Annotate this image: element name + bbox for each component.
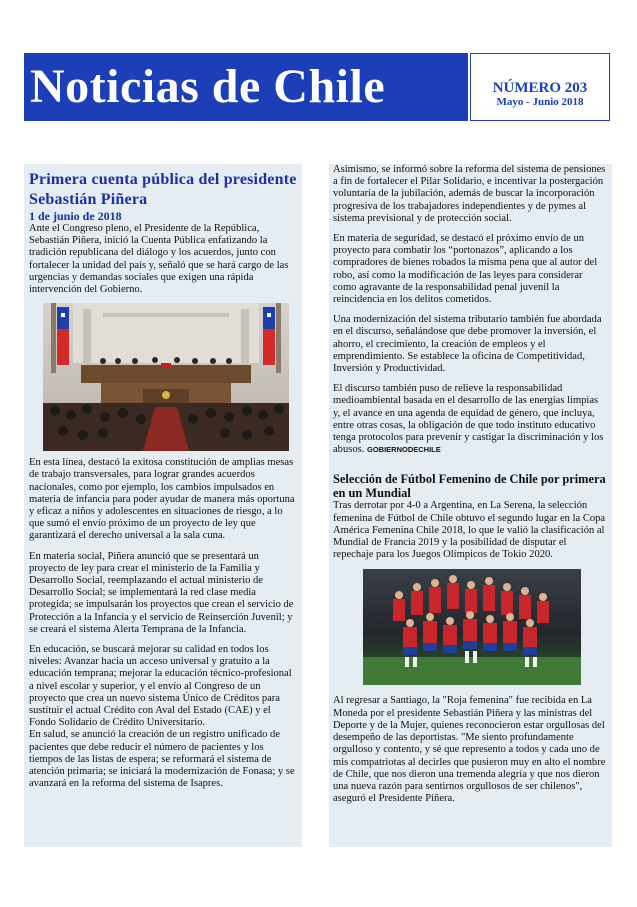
issue-number: NÚMERO 203 (492, 80, 588, 96)
right-column (329, 164, 612, 847)
article1-paragraph-cont: El discurso también puso de relieve la responsabilidad medioambiental basada en el desarrollo de las energías limpias y, el avance en una agenda de equidad de género, que incluya, entre otras cosas, la obligación de que todo instituto educativo tenga protocolos para prevenir y castigar la discriminación y los abusos. GOBIERNODECHILE (333, 383, 604, 456)
article2-headline: Selección de Fútbol Femenino de Chile por primera en un Mundial (333, 472, 606, 501)
article1-paragraph-cont: Asimismo, se informó sobre la reforma del sistema de pensiones a fin de fortalecer el Pilar Solidario, e incentivar la postergación voluntaria de la jubilación, además de buscar la incorporación progresiva de los trabajadores independientes y de pymes al sistema previsional y de protección social. (333, 164, 606, 224)
article1-paragraph: En esta línea, destacó la exitosa constitución de amplias mesas de trabajo transversales, para lograr grandes acuerdos nacionales, como por ejemplo, los cambios impulsados en materia de infancia para poder ayudar de manera más oportuna y eficaz a niños y adolescentes en situaciones de riesgo, a lo que sumó el envío próximo de un proyecto de ley que garantizará el derecho universal a la sala cuna. (29, 457, 295, 542)
article2-paragraph: Al regresar a Santiago, la "Roja femenina" fue recibida en La Moneda por el presidente Sebastián Piñera y las ministras del Deporte y de la Mujer, quienes reconocieron estar orgullosas del desempeño de las deportistas. "Me siento profundamente orgulloso y contento, y sé que represento a todos y cada uno de mis compatriotas al decirles que pusieron muy en alto el nombre de Chile, que nos dieron una tremenda alegría y que nos dieron una nueva razón para sentirnos orgullosos de ser chilenos", aseguró el Presidente Piñera. (333, 695, 606, 805)
issue-box (470, 53, 610, 121)
congress-chamber-photo (43, 303, 289, 451)
article1-date: 1 de junio de 2018 (29, 209, 122, 223)
left-column (24, 164, 302, 847)
source-tag: GOBIERNODECHILE (367, 445, 441, 455)
article1-paragraph: En salud, se anunció la creación de un registro unificado de pacientes que debe reducir el número de pacientes y los tiempos de las listas de espera; se reformará el sistema de atención primaria; se iniciará la modernización de Fonasa; y se avanzará en la reforma del sistema de Isapres. (29, 729, 295, 790)
article1-paragraph: En educación, se buscará mejorar su calidad en todos los niveles: Avanzar hacia un acceso universal y gratuito a la educación temprana; mejorar la educación técnico-profesional a nivel escolar y superior, y el envío al Congreso de un proyecto que crea un nuevo sistema Único de Créditos para sustituir el actual Crédito con Aval del Estado (CAE) y el Fondo Solidario de Crédito Universitario. (29, 644, 292, 729)
masthead-title: Noticias de Chile (30, 60, 386, 113)
article1-paragraph-cont: Una modernización del sistema tributario también fue abordada en el discurso, señalándose que debe promover la inversión, el ahorro, el crecimiento, la creación de empleos y el emprendimiento. Se establece la oficina de Competitividad, Inversión y Productividad. (333, 314, 602, 375)
masthead-banner (24, 53, 468, 121)
article1-paragraph: Ante el Congreso pleno, el Presidente de la República, Sebastián Piñera, inició la Cuenta Pública enfatizando la tradición republicana del diálogo y los acuerdos, junto con fortalecer la unidad del país y, señaló que se hará cargo de las urgencias y demandas sociales que exigen una rápida intervención del Gobierno. (29, 223, 289, 296)
issue-date: Mayo - Junio 2018 (496, 96, 584, 108)
article1-headline: Primera cuenta pública del presidente Sebastián Piñera (29, 171, 297, 208)
football-team-photo (363, 569, 581, 685)
article1-paragraph-cont: En materia de seguridad, se destacó el próximo envío de un proyecto para combatir los “portonazos”, aplicando a los compradores de bienes robados la misma pena que al autor del robo, así como la modificación de las leyes para considerar como agravante de la responsabilidad penal juvenil la reincidencia en los delitos cometidos. (333, 233, 598, 306)
article1-paragraph: En materia social, Piñera anunció que se presentará un proyecto de ley para crear el ministerio de la Familia y Desarrollo Social, reemplazando el actual ministerio de Desarrollo Social; se implementará la red clase media protegida; se impulsarán los proyectos que crean el servicio de Protección a la Infancia y el servicio de Reinserción Juvenil; y se creará el sistema Alerta Temprana de la Infancia. (29, 550, 294, 635)
article2-paragraph: Tras derrotar por 4-0 a Argentina, en La Serena, la selección femenina de Fútbol de Chile obtuvo el segundo lugar en la Copa América Femenina Chile 2018, lo que le valió la clasificación al Mundial de Francia 2019 y la posibilidad de disputar el repechaje para los Juegos Olímpicos de Tokio 2020. (333, 500, 606, 561)
